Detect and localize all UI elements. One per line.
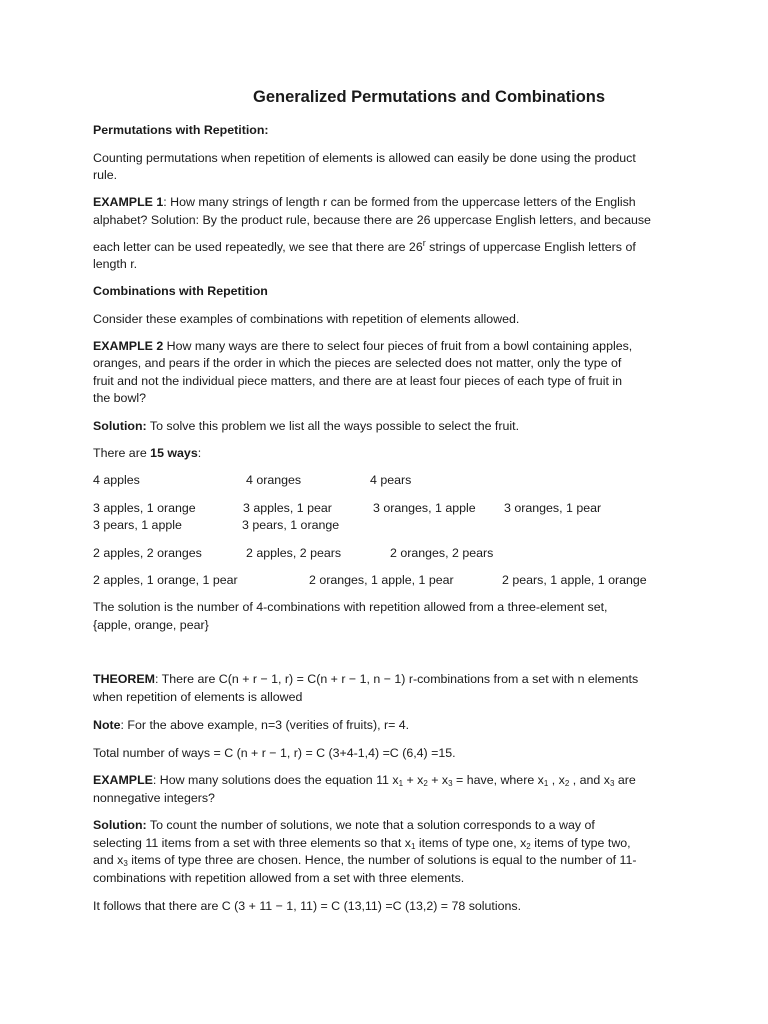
- note-line: [93, 717, 409, 734]
- subscript: 3: [123, 859, 128, 868]
- solution2-line: [93, 817, 595, 834]
- final-answer-line: It follows that there are C (3 + 11 − 1, 11) = C (13,11) =C (13,2) = 78 solutions.: [93, 899, 522, 913]
- note-label: Note: [93, 718, 121, 732]
- way-item: 4 pears: [370, 473, 412, 487]
- paragraph-line: The solution is the number of 4-combinations with repetition allowed from a three-element set,: [93, 600, 608, 614]
- text: items of type one, x: [415, 836, 527, 850]
- text: and x: [93, 853, 124, 867]
- example3-line: [93, 772, 636, 792]
- example2-text: How many ways are there to select four pieces of fruit from a bowl containing apples,: [163, 339, 633, 353]
- subscript: 1: [398, 779, 404, 788]
- text: , and x: [569, 773, 610, 787]
- example2-line: fruit and not the individual piece matters, and there are at least four pieces of each type of fruit in: [93, 374, 622, 388]
- way-item: 2 apples, 2 pears: [246, 546, 342, 560]
- theorem-line: when repetition of elements is allowed: [93, 690, 303, 704]
- example1-label: EXAMPLE 1: [93, 195, 164, 209]
- solution-label: Solution:: [93, 818, 147, 832]
- section-heading-permutations: [93, 122, 269, 139]
- ways-count-line: [93, 445, 201, 462]
- way-item: 3 oranges, 1 apple: [373, 501, 476, 515]
- subscript: 2: [423, 779, 428, 788]
- example1-line: length r.: [93, 257, 138, 271]
- ways-count: 15 ways: [150, 446, 198, 460]
- example2-line: oranges, and pears if the order in which the pieces are selected does not matter, only the type of: [93, 356, 622, 370]
- way-item: 2 apples, 1 orange, 1 pear: [93, 573, 238, 587]
- subscript: 2: [526, 842, 531, 851]
- heading-text: Combinations with Repetition: [93, 284, 268, 298]
- way-item: 2 oranges, 1 apple, 1 pear: [309, 573, 454, 587]
- text: selecting 11 items from a set with three elements so that x: [93, 836, 411, 850]
- subscript: 1: [410, 842, 416, 851]
- example1-text: : How many strings of length r can be formed from the uppercase letters of the English: [163, 195, 636, 209]
- solution2-line: combinations with repetition allowed from a set with three elements.: [93, 871, 465, 885]
- way-item: 3 apples, 1 orange: [93, 501, 196, 515]
- theorem-line: [93, 671, 638, 688]
- section-heading-combinations: [93, 283, 268, 300]
- example3-line: nonnegative integers?: [93, 791, 215, 805]
- text: There are: [93, 446, 151, 460]
- way-item: 3 pears, 1 orange: [242, 518, 340, 532]
- text: items of type three are chosen. Hence, the number of solutions is equal to the number of 11-: [127, 853, 637, 867]
- paragraph-line: Counting permutations when repetition of elements is allowed can easily be done using the product: [93, 151, 636, 165]
- text: + x: [427, 773, 449, 787]
- example2-line: the bowl?: [93, 391, 147, 405]
- way-item: 2 pears, 1 apple, 1 orange: [502, 573, 647, 587]
- subscript: 1: [543, 779, 549, 788]
- subscript: 3: [609, 779, 615, 788]
- superscript: r: [422, 238, 426, 248]
- text: , x: [548, 773, 565, 787]
- text: = have, where x: [452, 773, 544, 787]
- solution2-line: [93, 852, 637, 872]
- solution-label: Solution:: [93, 419, 147, 433]
- paragraph-line: rule.: [93, 168, 118, 182]
- total-ways-line: Total number of ways = C (n + r − 1, r) = C (3+4-1,4) =C (6,4) =15.: [93, 746, 456, 760]
- way-item: 3 apples, 1 pear: [243, 501, 332, 515]
- note-text: : For the above example, n=3 (verities of fruits), r= 4.: [120, 718, 410, 732]
- page-title: Generalized Permutations and Combinations: [253, 88, 606, 106]
- theorem-text: : There are C(n + r − 1, r) = C(n + r − 1, n − 1) r-combinations from a set with n elements: [154, 672, 639, 686]
- paragraph-line: {apple, orange, pear}: [93, 618, 209, 632]
- text: each letter can be used repeatedly, we see that there are 26: [93, 240, 423, 254]
- text: :: [197, 446, 202, 460]
- paragraph-line: Consider these examples of combinations with repetition of elements allowed.: [93, 312, 520, 326]
- way-item: 4 oranges: [246, 473, 302, 487]
- heading-text: Permutations with Repetition:: [93, 123, 269, 137]
- text: items of type two,: [530, 836, 631, 850]
- subscript: 2: [564, 779, 570, 788]
- solution-text: To solve this problem we list all the ways possible to select the fruit.: [146, 419, 520, 433]
- text: strings of uppercase English letters of: [425, 240, 636, 254]
- solution1-line: [93, 418, 519, 435]
- example2-line: [93, 338, 632, 355]
- example1-line: alphabet? Solution: By the product rule, because there are 26 uppercase English letters, and because: [93, 213, 651, 227]
- example3-label: EXAMPLE: [93, 773, 153, 787]
- way-item: 2 oranges, 2 pears: [390, 546, 494, 560]
- text: + x: [403, 773, 424, 787]
- way-item: 3 pears, 1 apple: [93, 518, 182, 532]
- example1-line: [93, 194, 636, 211]
- way-item: 2 apples, 2 oranges: [93, 546, 202, 560]
- way-item: 4 apples: [93, 473, 140, 487]
- solution-text: To count the number of solutions, we note that a solution corresponds to a way of: [146, 818, 595, 832]
- text: are: [614, 773, 636, 787]
- text: : How many solutions does the equation 11 x: [152, 773, 399, 787]
- way-item: 3 oranges, 1 pear: [504, 501, 602, 515]
- example1-line: [93, 235, 636, 256]
- example2-label: EXAMPLE 2: [93, 339, 164, 353]
- theorem-label: THEOREM: [93, 672, 155, 686]
- subscript: 3: [448, 779, 453, 788]
